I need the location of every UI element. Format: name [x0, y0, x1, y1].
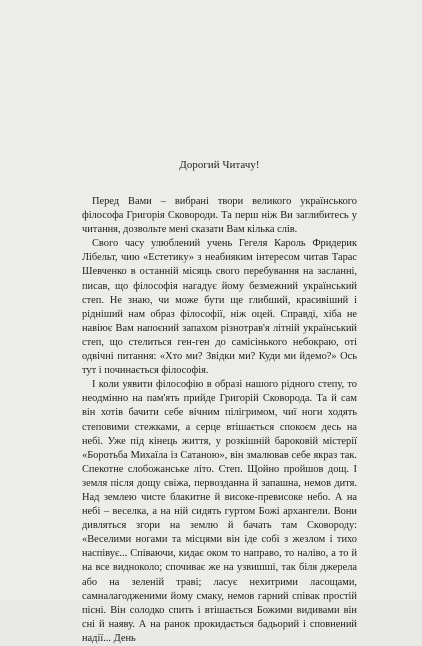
page-heading: Дорогий Читачу!: [179, 159, 260, 171]
page-text-block: [82, 158, 357, 646]
heading-gap: [82, 186, 357, 195]
paragraph-1: Перед Вами – вибрані твори великого українського філософа Григорія Сковороди. Та перш ніж Ви заглибитесь у читання, дозвольте мені сказати Вам кілька слів.: [82, 196, 357, 236]
paragraph-3: І коли уявити філософію в образі нашого рідного степу, то неодмінно на пам'ять прийде Григорій Сковорода. Та й сам він хотів бачити себе вічним пілігримом, чиї ноги ходять степовими стежками, а серце втішається спокоєм десь на небі. Уже під кінець життя, у розкішній бароковій містерії «Боротьба Михаїла із Сатаною», він змалював себе якраз так. Спекотне слобожанське літо. Степ. Щойно пройшов дощ. І земля після дощу свіжа, первозданна й запашна, немов дитя. Над землею чисте блакитне й високе-превисоке небо. А на небі – веселка, а на ній сидять гуртом Божі архангели. Вони дивляться згори на землю й бачать там Сковороду: «Веселими ногами та місцями він іде собі з жезлом і тихо наспівує... Співаючи, кидає оком то направо, то наліво, а то й на все видноколо; спочиває же на узвишші, так біля джерела або на зеленій траві; ласує нехитрими ласощами, самналагодженими йому смаку, немов гарний співак простій пісні. Він солодко спить і втішається Божими видивами він сні й наяву. А на ранок прокидається бадьорий і сповнений надії... День: [82, 379, 357, 644]
paragraph-2: Свого часу улюблений учень Гегеля Кароль Фридерик Лібельт, чию «Естетику» з неабияким інтересом читав Тарас Шевченко в останній місяць свого перебування на засланні, писав, що філософія нагадує йому безмежний український степ. Не знаю, чи може бути ще глибший, красивіший і рідніший нам образ філософії, ніж оцей. Справді, хіба не навіює Вам напоєний запахом різнотрав'я літній український степ, що стелиться ген-ген до самісінького небокраю, оті одвічні питання: «Хто ми? Звідки ми? Куди ми йдемо?» Ось тут і починається філософія.: [82, 238, 357, 377]
